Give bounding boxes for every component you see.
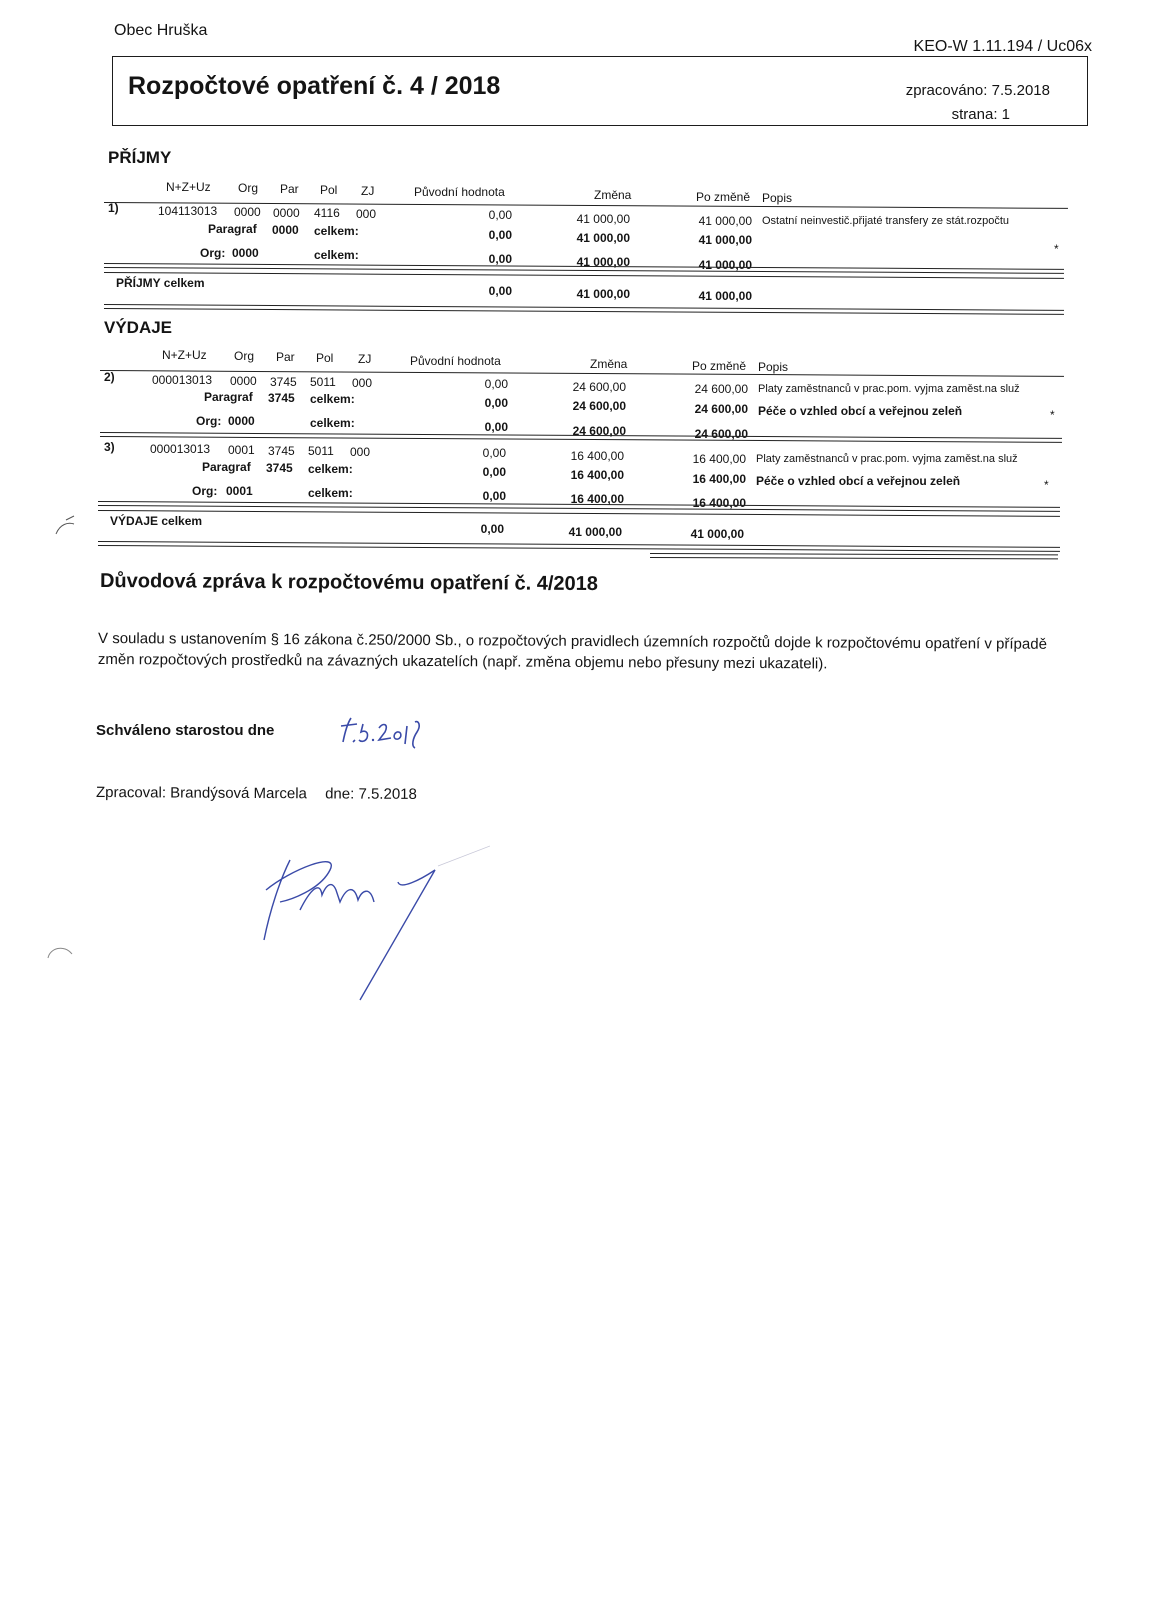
org-original: 0,00	[488, 252, 512, 266]
page-number: strana: 1	[951, 106, 1010, 123]
system-version: KEO-W 1.11.194 / Uc06x	[913, 38, 1092, 55]
cell-after: 41 000,00	[698, 214, 752, 228]
org-label: Org:	[196, 414, 222, 428]
cell-nzuz: 104113013	[158, 204, 218, 218]
cell-after: 16 400,00	[692, 452, 746, 466]
paragraf-change: 16 400,00	[570, 468, 624, 482]
cell-par: 0000	[273, 206, 300, 220]
paragraf-total-label: celkem:	[310, 392, 355, 406]
cell-par: 3745	[268, 444, 295, 458]
col-org: Org	[238, 181, 259, 195]
col-par: Par	[280, 182, 299, 196]
organization-name: Obec Hruška	[114, 22, 208, 39]
org-after: 16 400,00	[692, 496, 746, 510]
col-nzuz: N+Z+Uz	[166, 180, 211, 194]
cell-nzuz: 000013013	[152, 373, 213, 387]
punch-hole-mark-bottom	[42, 940, 82, 980]
cell-pol: 4116	[314, 206, 340, 220]
prepared-date-label: dne:	[325, 785, 355, 803]
cell-org: 0001	[228, 443, 255, 457]
col-nzuz: N+Z+Uz	[162, 348, 207, 362]
row-index: 2)	[104, 370, 115, 384]
paragraf-after: 16 400,00	[692, 472, 746, 486]
org-change: 41 000,00	[576, 255, 630, 269]
cell-zj: 000	[356, 207, 377, 221]
org-original: 0,00	[482, 489, 506, 503]
row-index: 3)	[104, 440, 115, 454]
row-star: *	[1044, 478, 1049, 492]
income-total-after: 41 000,00	[698, 289, 752, 303]
approval-label: Schváleno starostou dne	[96, 722, 275, 739]
row-star: *	[1054, 242, 1059, 256]
org-code: 0000	[228, 414, 255, 428]
org-total-label: celkem:	[308, 486, 353, 500]
org-code: 0000	[232, 246, 259, 260]
paragraf-change: 41 000,00	[576, 231, 630, 245]
expenses-total-after: 41 000,00	[690, 527, 744, 541]
expenses-total-label: VÝDAJE celkem	[110, 514, 203, 528]
cell-org: 0000	[234, 205, 261, 219]
prepared-name: Brandýsová Marcela	[170, 784, 307, 803]
paragraf-total-label: celkem:	[308, 462, 353, 476]
paragraf-original: 0,00	[488, 228, 512, 242]
cell-pol: 5011	[308, 444, 334, 458]
handwritten-signature	[250, 840, 490, 1025]
cell-zj: 000	[352, 376, 373, 390]
paragraf-after: 24 600,00	[694, 402, 748, 416]
col-desc: Popis	[758, 360, 789, 374]
org-code: 0001	[226, 484, 253, 498]
paragraf-total-label: celkem:	[314, 224, 359, 238]
paragraf-code: 3745	[266, 461, 293, 475]
cell-desc: Ostatní neinvestič.přijaté transfery ze stát.rozpočtu	[762, 215, 1010, 227]
prepared-date: 7.5.2018	[358, 785, 417, 803]
income-total-rule	[104, 304, 1064, 315]
cell-after: 24 600,00	[694, 382, 748, 396]
org-total-label: celkem:	[314, 248, 359, 262]
cell-change: 41 000,00	[576, 212, 630, 226]
col-after: Po změně	[692, 359, 747, 373]
col-zj: ZJ	[358, 352, 372, 366]
col-change: Změna	[594, 188, 632, 202]
org-total-label: celkem:	[310, 416, 355, 430]
cell-desc: Platy zaměstnanců v prac.pom. vyjma zaměst.na služ	[756, 453, 1018, 465]
col-desc: Popis	[762, 191, 793, 205]
cell-nzuz: 000013013	[150, 442, 211, 456]
paragraf-label: Paragraf	[208, 222, 257, 236]
cell-original: 0,00	[482, 446, 506, 460]
org-after: 24 600,00	[694, 427, 748, 441]
paragraf-desc: Péče o vzhled obcí a veřejnou zeleň	[758, 404, 963, 418]
cell-pol: 5011	[310, 375, 336, 389]
cell-original: 0,00	[488, 208, 512, 222]
expenses-heading: VÝDAJE	[104, 318, 173, 337]
cell-org: 0000	[230, 374, 257, 388]
col-zj: ZJ	[361, 184, 375, 198]
paragraf-code: 0000	[272, 223, 299, 237]
paragraf-original: 0,00	[484, 396, 508, 410]
paragraf-label: Paragraf	[202, 460, 251, 474]
prepared-line	[96, 784, 417, 803]
row-index: 1)	[108, 201, 119, 215]
income-total-change: 41 000,00	[576, 287, 630, 301]
cell-original: 0,00	[484, 377, 508, 391]
cell-zj: 000	[350, 445, 371, 459]
justification-text: V souladu s ustanovením § 16 zákona č.250/2000 Sb., o rozpočtových pravidlech územních rozpočtů dojde k rozpočtovému opatření v případě změn rozpočtových prostředků na závazných ukazatelích (např. změna objemu nebo přesuny mezi ukazateli).	[97, 630, 1048, 673]
col-after: Po změně	[696, 190, 751, 204]
cell-change: 16 400,00	[570, 449, 624, 463]
org-change: 16 400,00	[570, 492, 624, 506]
cell-change: 24 600,00	[572, 380, 626, 394]
paragraf-change: 24 600,00	[572, 399, 626, 413]
prepared-label: Zpracoval:	[95, 784, 167, 802]
processed-date: zpracováno: 7.5.2018	[905, 82, 1050, 99]
paragraf-label: Paragraf	[204, 390, 253, 404]
org-change: 24 600,00	[572, 424, 626, 438]
col-pol: Pol	[316, 351, 334, 365]
col-original: Původní hodnota	[410, 354, 501, 368]
row-star: *	[1050, 408, 1055, 422]
document-title: Rozpočtové opatření č. 4 / 2018	[128, 72, 501, 100]
justification-title: Důvodová zpráva k rozpočtovému opatření č. 4/2018	[99, 570, 599, 596]
paragraf-after: 41 000,00	[698, 233, 752, 247]
income-total-original: 0,00	[488, 284, 512, 298]
org-after: 41 000,00	[698, 258, 752, 272]
col-change: Změna	[590, 357, 628, 371]
justification-rule	[650, 553, 1058, 559]
income-sep-rule	[104, 272, 1064, 279]
expenses-total-change: 41 000,00	[568, 525, 622, 539]
col-pol: Pol	[320, 183, 338, 197]
org-label: Org:	[192, 484, 218, 498]
cell-par: 3745	[270, 375, 297, 389]
expenses-sep-rule	[98, 510, 1060, 517]
income-heading: PŘÍJMY	[108, 148, 172, 167]
handwritten-approval-date	[335, 712, 435, 757]
income-total-label: PŘÍJMY celkem	[116, 276, 205, 290]
col-original: Původní hodnota	[414, 185, 505, 199]
col-par: Par	[276, 350, 295, 364]
col-org: Org	[234, 349, 255, 363]
org-original: 0,00	[484, 420, 508, 434]
punch-hole-mark-top	[48, 514, 88, 550]
paragraf-code: 3745	[268, 391, 295, 405]
paragraf-desc: Péče o vzhled obcí a veřejnou zeleň	[756, 474, 961, 488]
cell-desc: Platy zaměstnanců v prac.pom. vyjma zaměst.na služ	[758, 383, 1020, 395]
expenses-total-rule	[98, 541, 1060, 552]
org-label: Org:	[200, 246, 226, 260]
paragraf-original: 0,00	[482, 465, 506, 479]
expenses-total-original: 0,00	[480, 522, 504, 536]
